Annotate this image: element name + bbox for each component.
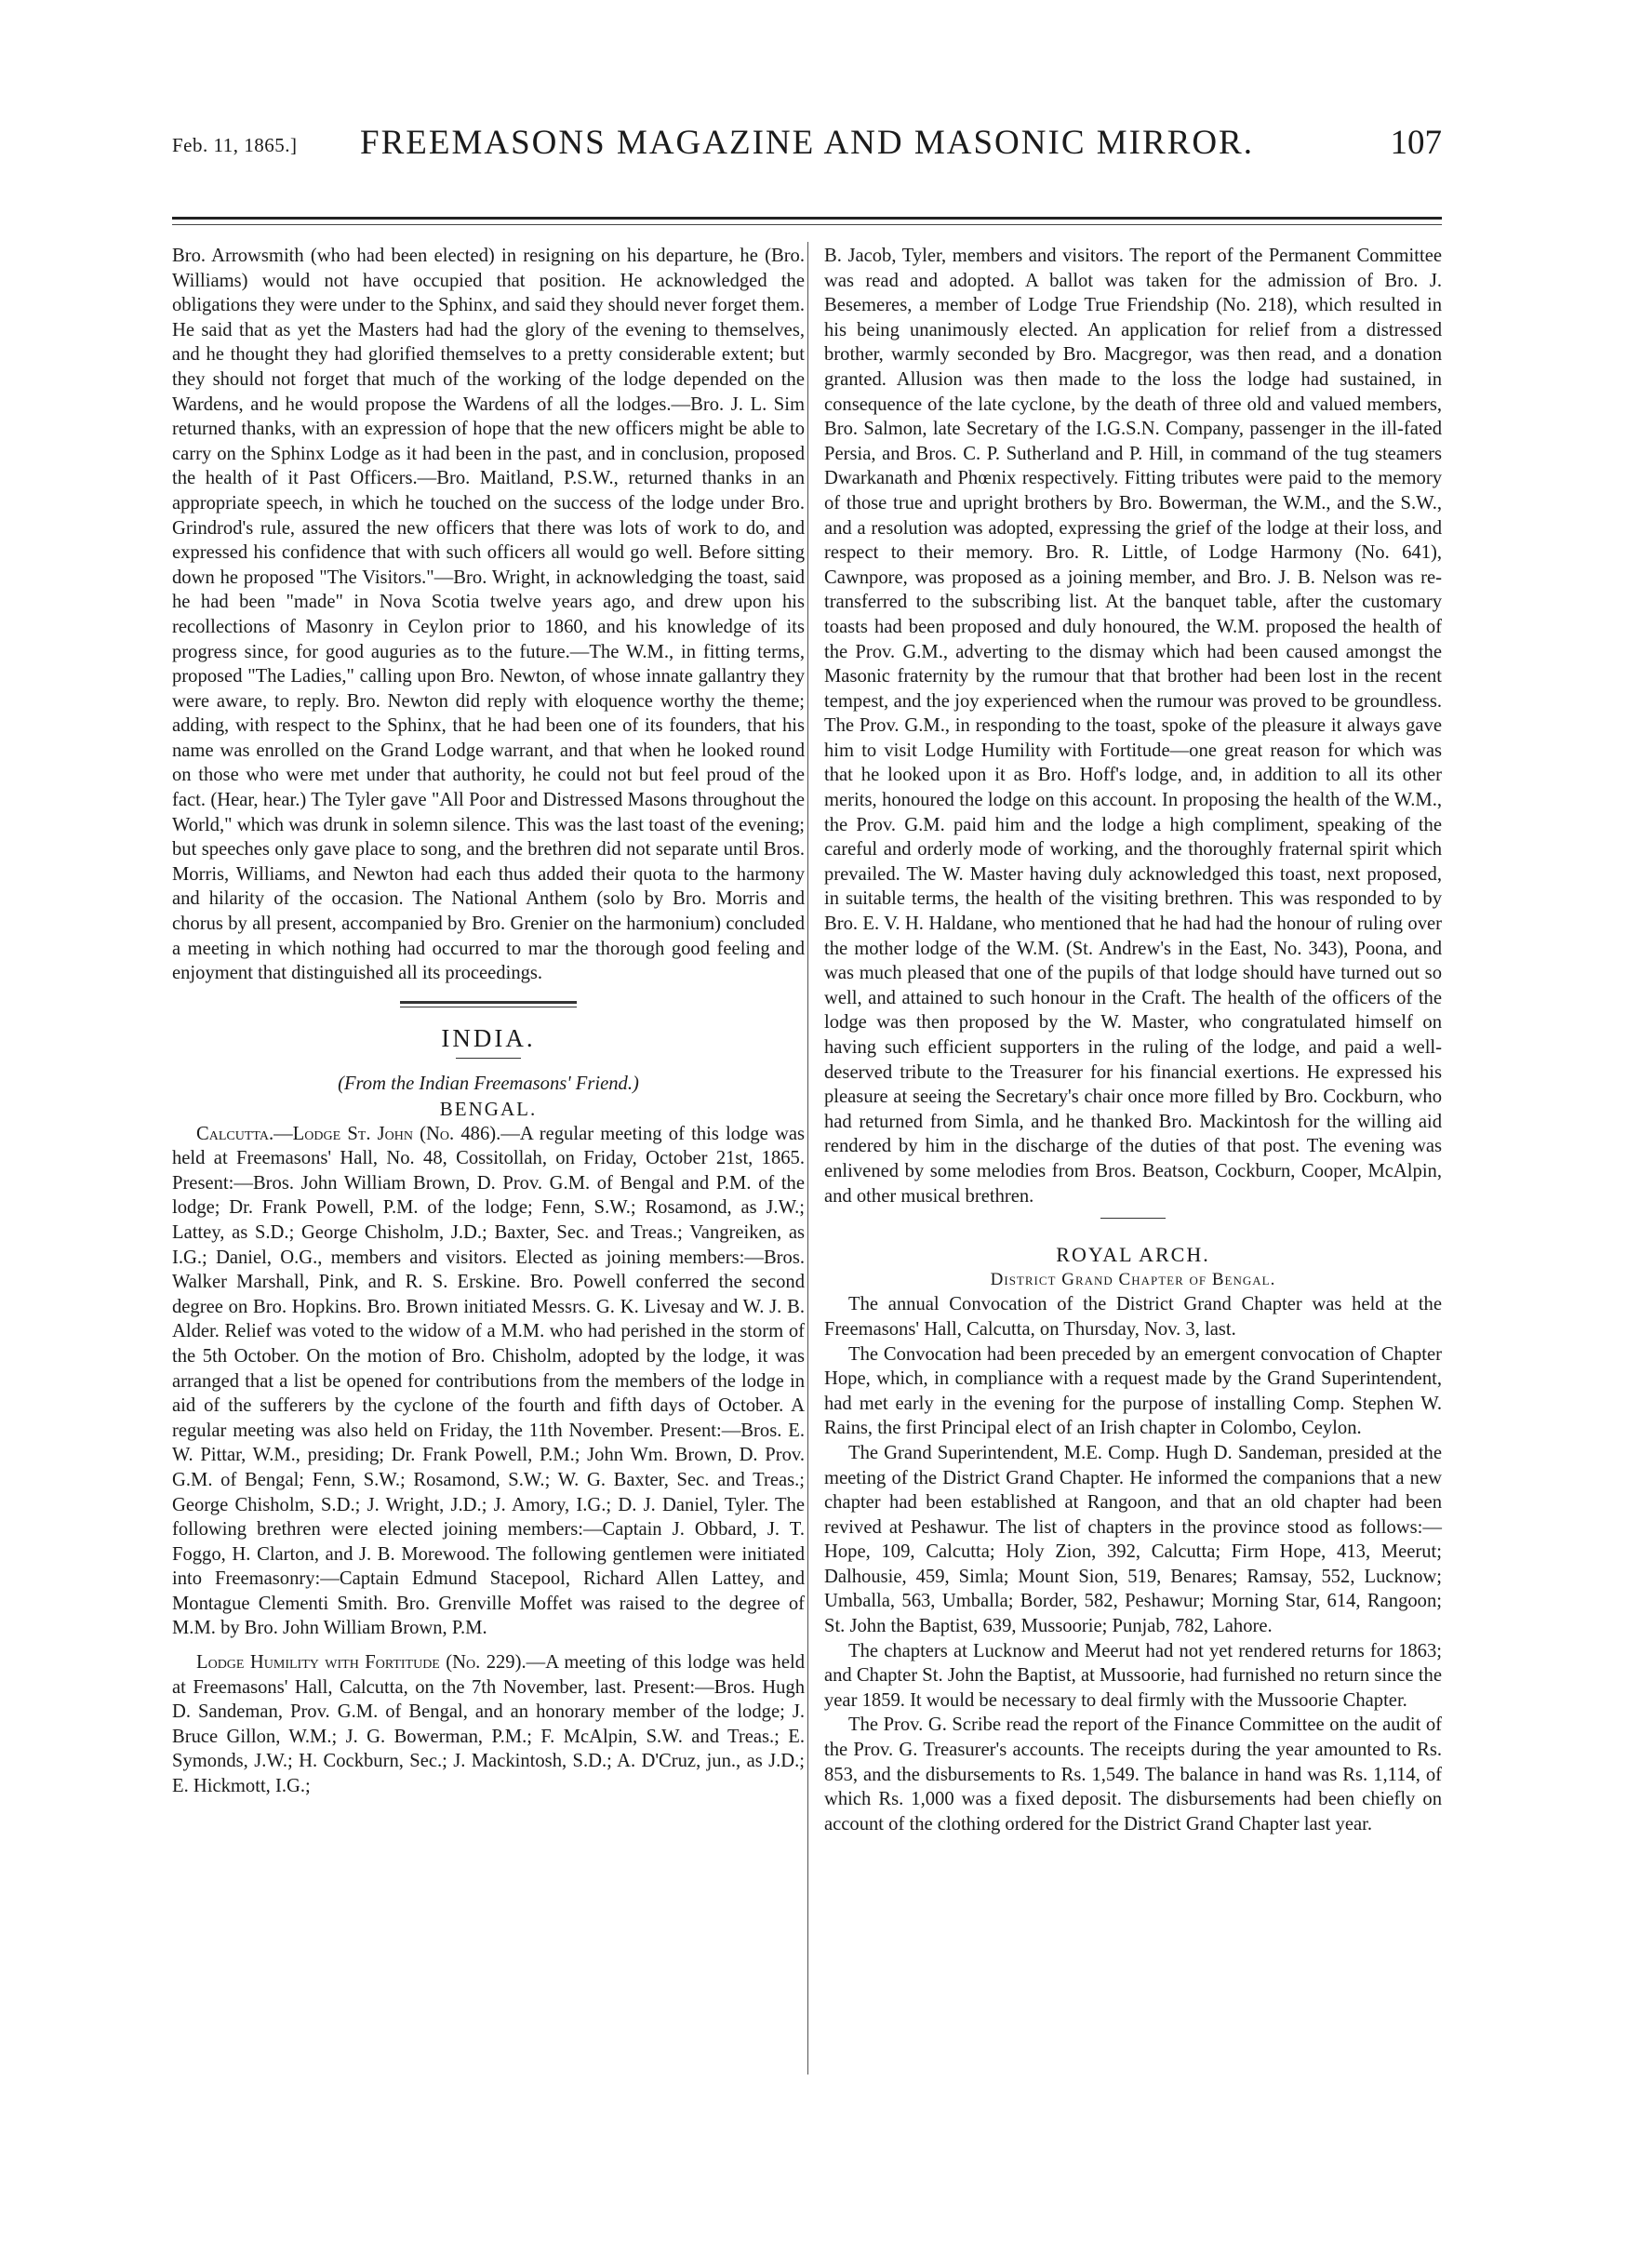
header-rule-thick bbox=[172, 217, 1442, 220]
lodge-humility-report bbox=[172, 1650, 805, 1799]
source-note: (From the Indian Freemasons' Friend.) bbox=[338, 1074, 639, 1095]
masthead bbox=[172, 117, 1442, 173]
section-heading-royal-arch: ROYAL ARCH. bbox=[1056, 1243, 1210, 1267]
heading-rule bbox=[456, 1058, 521, 1059]
royal-arch-paragraph: The annual Convocation of the District Grand Chapter was held at the Freemasons' Hall, Calcutta, on Thursday, Nov. 3, last. bbox=[824, 1294, 1442, 1340]
sphinx-lodge-continued: Bro. Arrowsmith (who had been elected) in resigning on his departure, he (Bro. Williams) would not have occupied that position. He acknowledged the obligations they were under to the Sphinx, and said they should never forget them. He said that as yet the Masters had had the glory of the evening to themselves, and he thought they had glorified themselves to a pretty considerable extent; but they should not forget that much of the working of the lodge depended on the Wardens, and he would propose the Wardens of all the lodges.—Bro. J. L. Sim returned thanks, with an expression of hope that the new officers might be able to carry on the Sphinx Lodge as it had been in the past, and in conclusion, proposed the health of it Past Officers.—Bro. Maitland, P.S.W., returned thanks in an appropriate speech, in which he touched on the success of the lodge under Bro. Grindrod's rule, assured the new officers that there was lots of work to do, and expressed his confidence that with such officers all would go well. Before sitting down he proposed "The Visitors."—Bro. Wright, in acknowledging the toast, said he had been "made" in Nova Scotia twelve years ago, and drew upon his recollections of Masonry in Ceylon prior to 1860, and his knowledge of its progress since, for good auguries as to the future.—The W.M., in fitting terms, proposed "The Ladies," calling upon Bro. Newton, of whose innate gallantry they were aware, to reply. Bro. Newton did reply with eloquence worthy the theme; adding, with respect to the Sphinx, that he had been one of its founders, that his name was enrolled on the Grand Lodge warrant, and that when he looked round on those who were met under that authority, he could not but feel proud of the fact. (Hear, hear.) The Tyler gave "All Poor and Distressed Masons throughout the World," which was drunk in solemn silence. This was the last toast of the evening; but speeches only gave place to song, and the brethren did not separate until Bros. Morris, Williams, and Newton had each thus added their quota to the harmony and hilarity of the occasion. The National Anthem (solo by Bro. Morris and chorus by all present, accompanied by Bro. Grenier on the harmonium) concluded a meeting in which nothing had occurred to mar the thorough good feeling and enjoyment that distinguished all its proceedings. bbox=[172, 246, 805, 984]
royal-arch-paragraph: The chapters at Lucknow and Meerut had not yet rendered returns for 1863; and Chapter St. John the Baptist, at Mussoorie, had furnished no return since the year 1859. It would be necessary to deal firmly with the Mussoorie Chapter. bbox=[824, 1640, 1442, 1711]
royal-arch-paragraph: The Convocation had been preceded by an emergent convocation of Chapter Hope, which, in compliance with a request made by the Grand Superintendent, had met early in the evening for the purpose of installing Comp. Stephen W. Rains, the first Principal elect of an Irish chapter in Colombo, Ceylon. bbox=[824, 1343, 1442, 1439]
left-column bbox=[172, 244, 805, 1799]
royal-arch-paragraph: The Prov. G. Scribe read the report of the Finance Committee on the audit of the Prov. G. Treasurer's accounts. The receipts during the year amounted to Rs. 853, and the disbursements to Rs. 1,549. The balance in hand was Rs. 1,114, of which Rs. 1,000 was a fixed deposit. The disbursements had been chiefly on account of the clothing ordered for the District Grand Chapter last year. bbox=[824, 1714, 1442, 1834]
section-separator bbox=[400, 1001, 577, 1007]
region-heading-bengal: BENGAL. bbox=[439, 1098, 538, 1120]
lodge-humility-lead: Lodge Humility with Fortitude (No. 229). bbox=[196, 1652, 527, 1674]
lodge-st-john-report bbox=[172, 1122, 805, 1641]
right-column bbox=[824, 244, 1442, 1836]
issue-date: Feb. 11, 1865.] bbox=[172, 134, 298, 156]
lodge-st-john-body: —A regular meeting of this lodge was held at Freemasons' Hall, No. 48, Cossitollah, on Friday, October 21st, 1865. Present:—Bros. John William Brown, D. Prov. G.M. of Bengal and P.M. of the lodge; Dr. Frank Powell, P.M. of the lodge; Fenn, S.W.; Rosamond, as J.W.; Lattey, as S.D.; George Chisholm, J.D.; Baxter, Sec. and Treas.; Vangreiken, as I.G.; Daniel, O.G., members and visitors. Elected as joining members:—Bros. Walker Marshall, Pink, and R. S. Erskine. Bro. Powell conferred the second degree on Bro. Hopkins. Bro. Brown initiated Messrs. G. K. Livesay and W. J. B. Alder. Relief was voted to the widow of a M.M. who had perished in the storm of the 5th October. On the motion of Bro. Chisholm, adopted by the lodge, it was arranged that a list be opened for contributions from the members of the lodge in aid of the sufferers by the cyclone of the fourth and fifth days of October. A regular meeting was also held on Friday, the 11th November. Present:—Bros. E. W. Pittar, W.M., presiding; Dr. Frank Powell, P.M.; John Wm. Brown, D. Prov. G.M. of Bengal; Fenn, S.W.; Rosamond, S.W.; W. G. Baxter, Sec. and Treas.; George Chisholm, S.D.; J. Wright, J.D.; J. Amory, I.G.; D. J. Daniel, Tyler. The following brethren were elected joining members:—Captain J. Obbard, J. T. Foggo, H. Clarton, and J. B. Morewood. The following gentlemen were initiated into Freemasonry:—Captain Edmund Stacepool, Richard Allen Lattey, and Montague Clementi Smith. Bro. Grenville Moffet was raised to the degree of M.M. by Bro. John William Brown, P.M. bbox=[172, 1123, 805, 1639]
lodge-st-john-lead: Calcutta.—Lodge St. John (No. 486). bbox=[196, 1123, 501, 1144]
section-heading-india: INDIA. bbox=[441, 1023, 536, 1052]
lodge-humility-continued: B. Jacob, Tyler, members and visitors. The report of the Permanent Committee was read and adopted. A ballot was taken for the admission of Bro. J. Besemeres, a member of Lodge True Friendship (No. 218), which resulted in his being unanimously elected. An application for relief from a distressed brother, warmly seconded by Bro. Macgregor, was then read, and a donation granted. Allusion was then made to the loss the lodge had sustained, in consequence of the late cyclone, by the death of three old and valued members, Bro. Salmon, late Secretary of the I.G.S.N. Company, passenger in the ill-fated Persia, and Bros. C. P. Sutherland and P. Hill, in command of the tug steamers Dwarkanath and Phœnix respectively. Fitting tributes were paid to the memory of those true and upright brothers by Bro. Bowerman, the W.M., and the S.W., and a resolution was adopted, expressing the grief of the lodge at their loss, and respect to their memory. Bro. R. Little, of Lodge Harmony (No. 641), Cawnpore, was proposed as a joining member, and Bro. J. B. Nelson was re-transferred to the subscribing list. At the banquet table, after the customary toasts had been proposed and duly honoured, the W.M. proposed the health of the Prov. G.M., adverting to the dismay which had been caused amongst the Masonic fraternity by the rumour that that brother had been lost in the recent tempest, and the joy experienced when the rumour was proved to be groundless. The Prov. G.M., in responding to the toast, spoke of the pleasure it always gave him to visit Lodge Humility with Fortitude—one great reason for which was that he looked upon it as Bro. Hoff's lodge, and, in addition to all its other merits, honoured the lodge on this account. In proposing the health of the W.M., the Prov. G.M. paid him and the lodge a high compliment, speaking of the careful and orderly mode of working, and the thoroughly fraternal spirit which prevailed. The W. Master having duly acknowledged this toast, next proposed, in suitable terms, the health of the visiting brethren. This was responded to by Bro. E. V. H. Haldane, who mentioned that he had had the honour of ruling over the mother lodge of the W.M. (St. Andrew's in the East, No. 343), Poona, and was much pleased that one of the pupils of that lodge should have turned out so well, and attained to such honour in the Craft. The health of the officers of the lodge was then proposed by the W. Master, who congratulated himself on having such efficient supporters in the ruling of the lodge, and paid a well-deserved tribute to the Treasurer for his financial exertions. He expressed his pleasure at seeing the Secretary's chair once more filled by Bro. Cockburn, who had returned from Simla, and he thanked Bro. Mackintosh for the willing aid rendered by him in the discharge of the duties of that post. The evening was enlivened by some melodies from Bros. Beatson, Cockburn, Cooper, McAlpin, and other musical brethren. bbox=[824, 246, 1442, 1207]
publication-title: FREEMASONS MAGAZINE AND MASONIC MIRROR. bbox=[360, 124, 1254, 162]
district-grand-chapter-heading: District Grand Chapter of Bengal. bbox=[990, 1269, 1276, 1289]
header-rule-thin bbox=[172, 224, 1442, 225]
royal-arch-paragraph: The Grand Superintendent, M.E. Comp. Hugh D. Sandeman, presided at the meeting of the District Grand Chapter. He informed the companions that a new chapter had been established at Rangoon, and that an old chapter had been revived at Peshawur. The list of chapters in the province stood as follows:—Hope, 109, Calcutta; Holy Zion, 392, Calcutta; Firm Hope, 413, Meerut; Dalhousie, 459, Simla; Mount Sion, 519, Benares; Ramsay, 552, Lucknow; Umballa, 563, Umballa; Border, 582, Peshawur; Morning Star, 614, Rangoon; St. John the Baptist, 639, Mussoorie; Punjab, 782, Lahore. bbox=[824, 1442, 1442, 1637]
section-separator-short bbox=[1100, 1218, 1166, 1219]
page-number: 107 bbox=[1390, 124, 1442, 162]
lodge-humility-body: —A meeting of this lodge was held at Freemasons' Hall, Calcutta, on the 7th November, last. Present:—Bros. Hugh D. Sandeman, Prov. G.M. of Bengal, and an honorary member of the lodge; J. Bruce Gillon, W.M.; J. G. Bowerman, P.M.; F. McAlpin, S.W. and Treas.; E. Symonds, J.W.; H. Cockburn, Sec.; J. Mackintosh, S.D.; A. D'Cruz, jun., as J.D.; E. Hickmott, I.G.; bbox=[172, 1652, 805, 1797]
column-divider bbox=[807, 242, 808, 2075]
